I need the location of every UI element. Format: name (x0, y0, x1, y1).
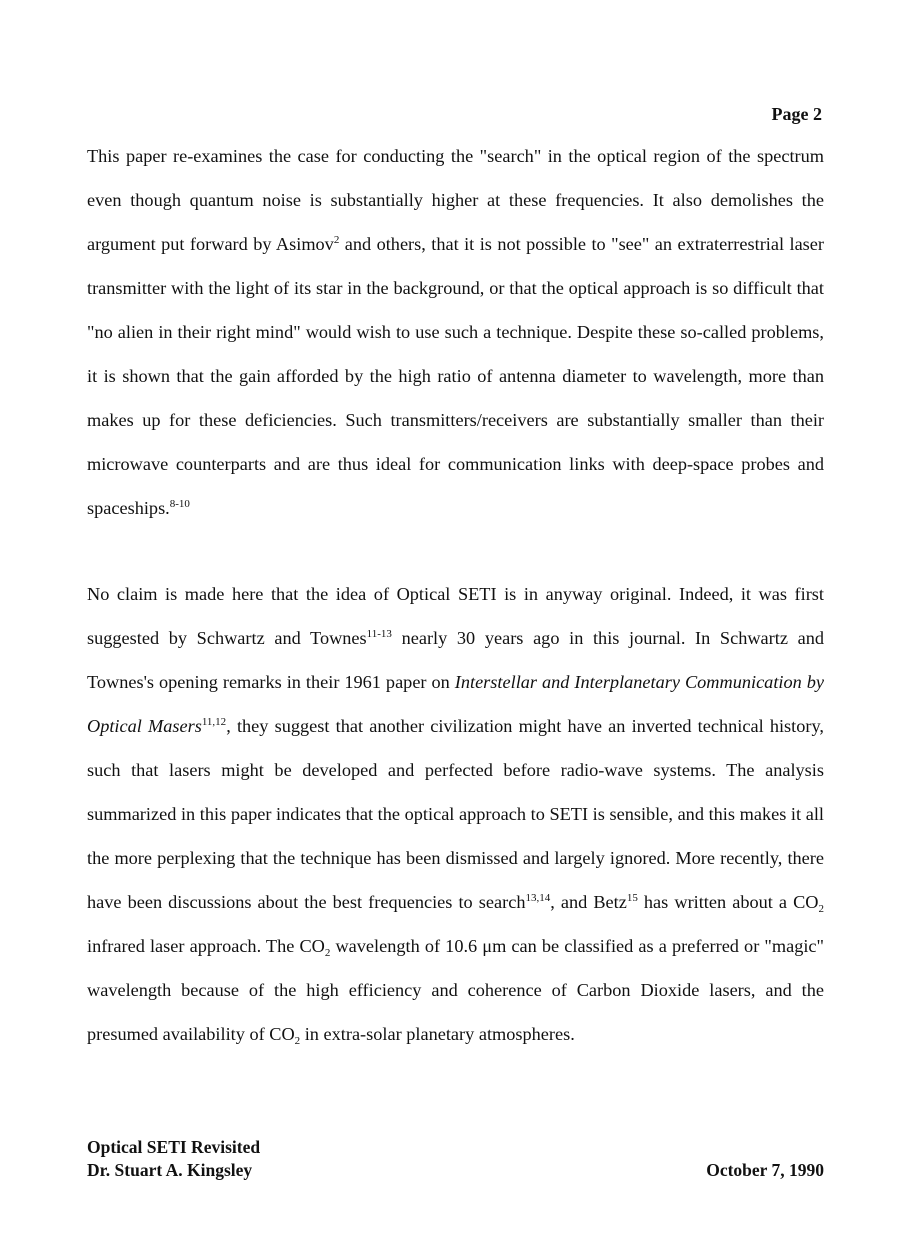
citation-reference: 11-13 (366, 628, 392, 640)
footer-author: Dr. Stuart A. Kingsley (87, 1160, 253, 1180)
paragraph-text: , and Betz (550, 892, 627, 912)
footer-document-title: Optical SETI Revisited (87, 1137, 261, 1157)
paragraph-text: has written about a CO (637, 892, 819, 912)
paragraph-text: , they suggest that another civilization might have an inverted technical history, such that lasers might be developed and perfected before radio-wave systems. The analysis summarized in this paper indicates that the optical approach to SETI is sensible, and this makes it all the more perplexing that the technique has been dismissed and largely ignored. More recently, there have been discussions about the best frequencies to search (87, 716, 824, 912)
paragraph-intro (87, 134, 824, 530)
chemical-subscript: 2 (324, 947, 331, 959)
cited-paper-title: Interstellar and Interplanetary Communication by Optical Masers (87, 672, 824, 736)
paragraph-text: This paper re-examines the case for conducting the "search" in the optical region of the spectrum even though quantum noise is substantially higher at these frequencies. It also demolishes the argument put forward by Asimov (87, 146, 824, 254)
footer-date: October 7, 1990 (706, 1160, 824, 1180)
paragraph-text: and others, that it is not possible to "see" an extraterrestrial laser transmitter with the light of its star in the background, or that the optical approach is so difficult that "no alien in their right mind" would wish to use such a technique. Despite these so-called problems, it is shown that the gain afforded by the high ratio of antenna diameter to wavelength, more than makes up for these deficiencies. Such transmitters/receivers are substantially smaller than their microwave counterparts and are thus ideal for communication links with deep-space probes and spaceships. (87, 234, 824, 518)
citation-reference: 13,14 (525, 892, 551, 904)
chemical-subscript: 2 (294, 1035, 301, 1047)
paragraph-history (87, 572, 824, 1056)
page-number: Page 2 (771, 104, 822, 124)
citation-reference: 8-10 (169, 498, 190, 510)
paragraph-text: in extra-solar planetary atmospheres. (300, 1024, 575, 1044)
citation-reference: 11,12 (201, 716, 227, 728)
chemical-subscript: 2 (818, 903, 824, 915)
citation-reference: 15 (626, 892, 638, 904)
paragraph-text: wavelength of 10.6 μm can be classified as a preferred or "magic" wavelength because of the high efficiency and coherence of Carbon Dioxide lasers, and the presumed availability of CO (87, 936, 824, 1044)
paragraph-text: No claim is made here that the idea of Optical SETI is in anyway original. Indeed, it was first suggested by Schwartz and Townes (87, 584, 824, 648)
footer-left (87, 1136, 260, 1182)
paragraph-text: nearly 30 years ago in this journal. In Schwartz and Townes's opening remarks in their 1961 paper on (87, 628, 824, 692)
citation-reference: 2 (333, 234, 340, 246)
paragraph-text: infrared laser approach. The CO (87, 936, 325, 956)
